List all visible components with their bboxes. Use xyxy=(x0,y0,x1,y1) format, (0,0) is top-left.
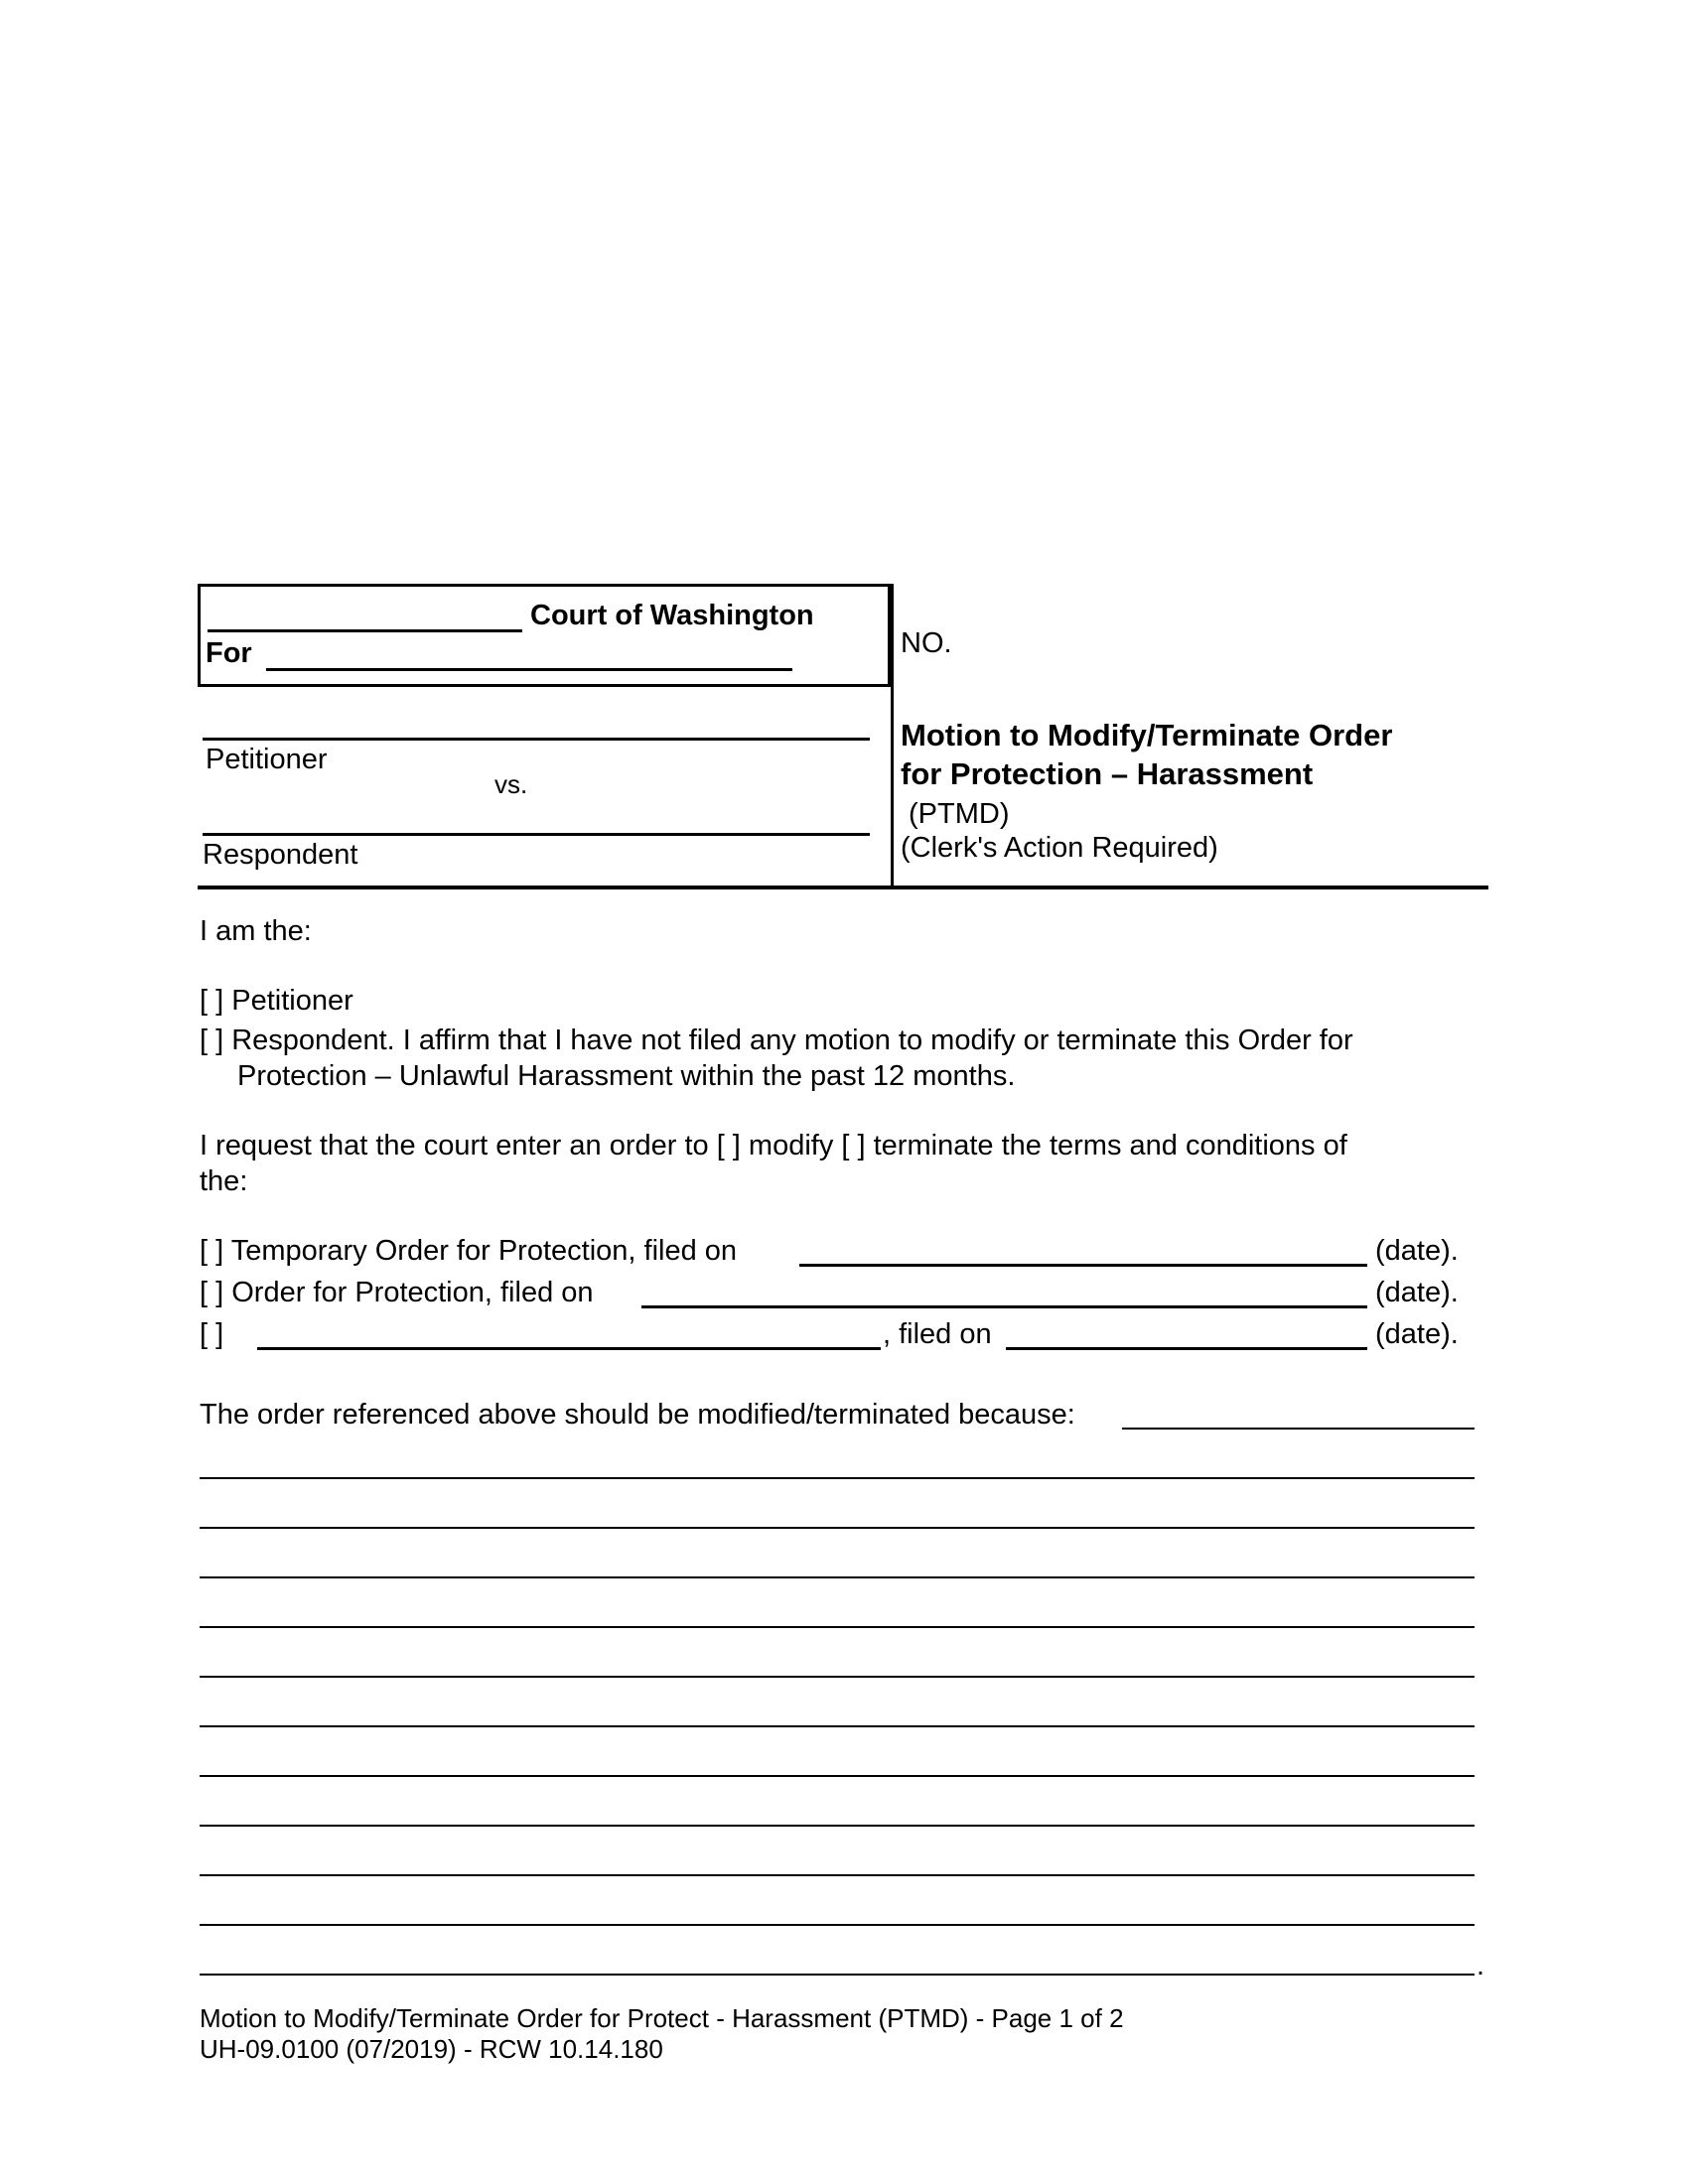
caption-divider xyxy=(891,584,894,888)
reason-line[interactable] xyxy=(200,1676,1475,1678)
request-statement-cont: the: xyxy=(200,1165,248,1197)
reason-line[interactable] xyxy=(200,1974,1475,1976)
reason-line[interactable] xyxy=(200,1825,1475,1827)
temporary-order-date-suffix: (date). xyxy=(1375,1235,1459,1267)
respondent-affirmation-cont: Protection – Unlawful Harassment within the past 12 months. xyxy=(237,1060,1016,1092)
reason-line[interactable] xyxy=(200,1874,1475,1876)
reason-line[interactable] xyxy=(200,1725,1475,1727)
i-am-the-label: I am the: xyxy=(200,915,312,947)
respondent-name-line[interactable] xyxy=(203,833,870,836)
respondent-label: Respondent xyxy=(203,839,358,871)
clerk-action-note: (Clerk's Action Required) xyxy=(901,832,1218,864)
order-protection-date-suffix: (date). xyxy=(1375,1277,1459,1308)
other-order-checkbox[interactable]: [ ] xyxy=(200,1318,224,1350)
temporary-order-date-line[interactable] xyxy=(799,1264,1367,1267)
petitioner-name-line[interactable] xyxy=(203,738,870,741)
form-abbreviation: (PTMD) xyxy=(909,798,1010,830)
form-title-line1: Motion to Modify/Terminate Order xyxy=(901,718,1393,752)
reason-prompt: The order referenced above should be modified/terminated because: xyxy=(200,1399,1075,1431)
reason-line[interactable] xyxy=(200,1477,1475,1479)
other-order-filed-on: , filed on xyxy=(883,1318,992,1350)
reason-line[interactable] xyxy=(200,1924,1475,1926)
respondent-checkbox-option[interactable]: [ ] Respondent. I affirm that I have not filed any motion to modify or terminate this Order for xyxy=(200,1024,1353,1056)
county-blank-line[interactable] xyxy=(208,629,522,632)
petitioner-checkbox-option[interactable]: [ ] Petitioner xyxy=(200,985,353,1017)
order-protection-checkbox[interactable]: [ ] Order for Protection, filed on xyxy=(200,1277,594,1308)
reason-line[interactable] xyxy=(200,1576,1475,1578)
reason-first-line[interactable] xyxy=(1122,1428,1475,1430)
reason-line[interactable] xyxy=(200,1527,1475,1529)
footer-form-code: UH-09.0100 (07/2019) - RCW 10.14.180 xyxy=(200,2034,663,2064)
other-order-name-line[interactable] xyxy=(257,1347,881,1350)
case-number-label: NO. xyxy=(901,627,952,659)
court-of-washington-label: Court of Washington xyxy=(530,600,814,631)
request-statement: I request that the court enter an order to [ ] modify [ ] terminate the terms and conditions of xyxy=(200,1130,1347,1161)
caption-bottom-rule xyxy=(198,886,1488,889)
temporary-order-checkbox[interactable]: [ ] Temporary Order for Protection, filed on xyxy=(200,1235,738,1267)
for-blank-line[interactable] xyxy=(266,668,792,671)
reason-line[interactable] xyxy=(200,1626,1475,1628)
other-order-date-suffix: (date). xyxy=(1375,1318,1459,1350)
reason-end-period: . xyxy=(1477,1950,1485,1981)
order-protection-date-line[interactable] xyxy=(641,1305,1367,1308)
form-title-line2: for Protection – Harassment xyxy=(901,756,1314,791)
petitioner-label: Petitioner xyxy=(206,744,328,775)
reason-line[interactable] xyxy=(200,1775,1475,1777)
for-label: For xyxy=(206,637,252,669)
other-order-date-line[interactable] xyxy=(1006,1347,1367,1350)
vs-label: vs. xyxy=(494,769,528,799)
footer-form-title: Motion to Modify/Terminate Order for Protect - Harassment (PTMD) - Page 1 of 2 xyxy=(200,2003,1124,2033)
